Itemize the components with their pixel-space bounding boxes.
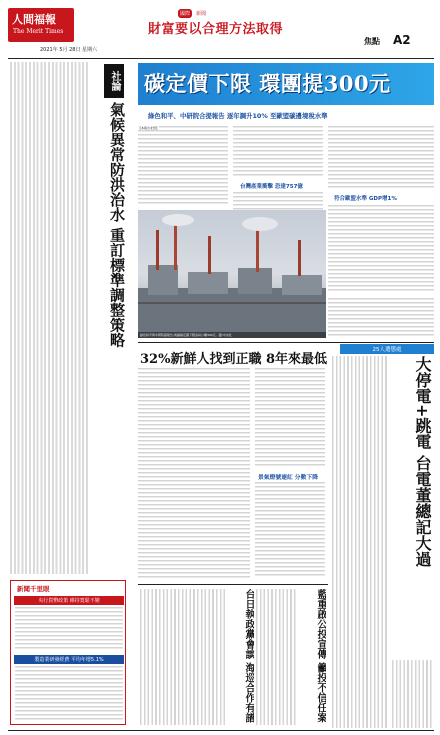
- briefs-item-2-title: 製造業研發經費 平均年增5.1%: [14, 655, 124, 664]
- politics-headline-a: 藍重啟公投宣傳 籲投不信任案: [315, 589, 326, 723]
- masthead-rule: [8, 58, 434, 59]
- editorial-section: [10, 62, 126, 574]
- politics-box: [138, 584, 328, 728]
- employment-headline: 32%新鮮人找到正職 8年來最低: [140, 352, 328, 367]
- politics-body-b: [140, 589, 226, 725]
- briefs-item-1-title: 央行貨幣政策 維持寬鬆不變: [14, 596, 124, 605]
- editorial-tag: 社論: [104, 64, 124, 98]
- column-tag-b: 新聞: [196, 11, 207, 17]
- right-story-headline: 大停電+跳電 台電董總記大過: [413, 356, 432, 567]
- lead-byline: 【本報台北訊】: [138, 126, 160, 130]
- briefs-title: 新聞千里眼: [17, 585, 50, 593]
- editorial-title: 氣候異常防洪治水 重訂標準調整策略: [108, 102, 126, 348]
- logo: 人間福報: [12, 13, 56, 26]
- politics-body-a: [256, 589, 296, 725]
- right-story-tag: 25人遭懲處: [340, 344, 434, 354]
- lead-body-col-3: [328, 126, 434, 188]
- employment-body-3: [255, 482, 325, 578]
- lead-headline: 碳定價下限 環團提300元: [144, 71, 391, 96]
- lead-subhead: 綠色和平、中研院合提報告 逐年調升10% 至歐盟碳邊境稅水準: [148, 112, 328, 120]
- date-line: 2021年 5月 28日 星期六: [40, 47, 98, 53]
- section-tag: 焦點: [364, 37, 380, 46]
- employment-subheading: 景氣燈號連紅 分數下降: [258, 475, 318, 481]
- lead-photo: [138, 210, 326, 338]
- employment-body-1: [138, 368, 250, 578]
- logo-en: The Merit Times: [13, 28, 64, 35]
- politics-headline-b: 台日執政黨會談 海巡合作有譜: [243, 589, 254, 723]
- factory-photo: [138, 210, 326, 338]
- page-bottom-rule: [8, 730, 434, 731]
- page-label: A2: [393, 33, 411, 47]
- lead-body-col-3b: [328, 205, 434, 293]
- masthead: [8, 6, 434, 58]
- lead-body-col-1: [138, 126, 228, 206]
- photo-caption: 綠色和平與中研院提報告,建議碳定價下限為每公噸300元。圖/中央社: [138, 332, 326, 338]
- briefs-item-1-body: [15, 607, 123, 649]
- column-tag: [178, 9, 208, 18]
- lead-bottom-rule: [138, 342, 434, 343]
- right-story-body-lower: [392, 660, 434, 728]
- briefs-box: [10, 580, 126, 725]
- logo-block: [8, 8, 74, 42]
- lead-body-col-3c: [328, 298, 434, 338]
- slogan: 財富要以合理方法取得: [148, 22, 284, 37]
- lead-headline-banner: [138, 63, 434, 105]
- briefs-item-2-body: [15, 666, 123, 720]
- lead-body-col-2: [233, 126, 323, 178]
- editorial-body: [10, 62, 90, 574]
- lead-subheading-1: 台灣產業衝擊 恐達757億: [240, 184, 303, 190]
- employment-body-2: [255, 368, 325, 468]
- column-tag-a: 國際: [180, 11, 191, 17]
- lead-subheading-2: 符合歐盟水準 GDP增1%: [334, 196, 397, 202]
- right-story-body: [332, 356, 388, 728]
